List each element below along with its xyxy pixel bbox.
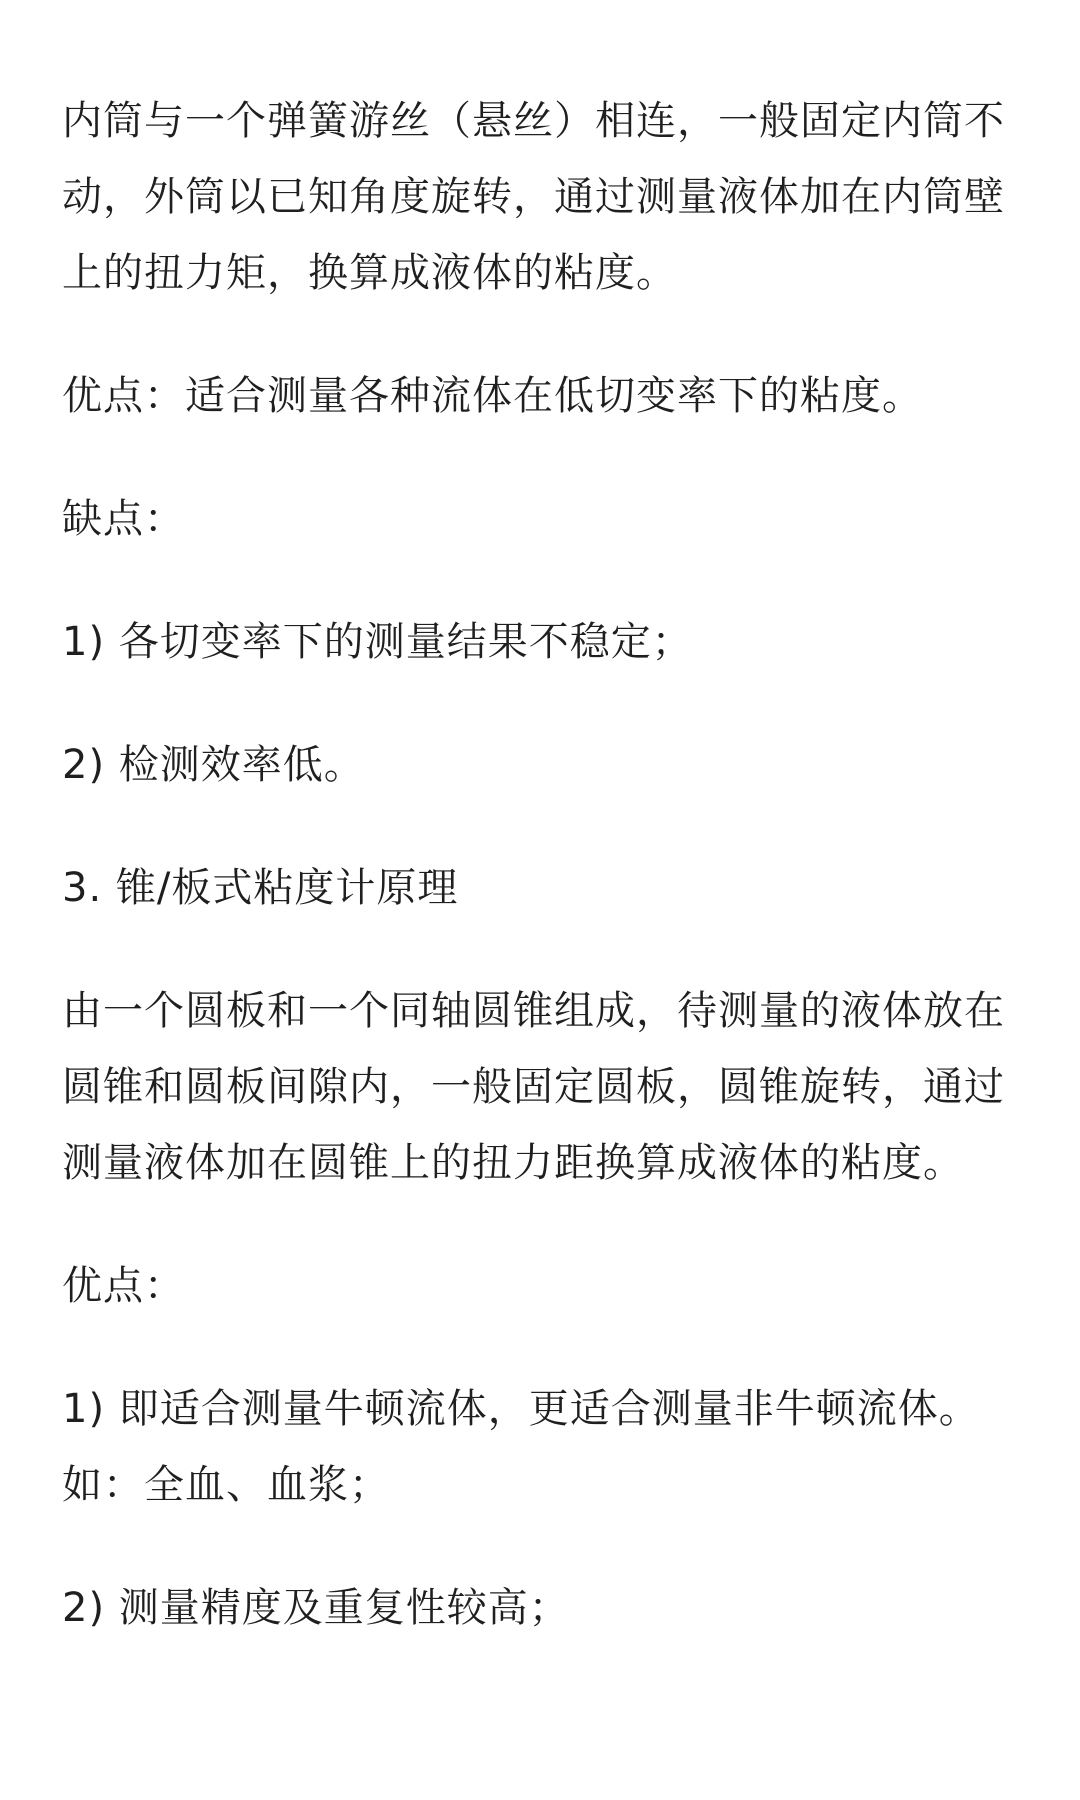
paragraph-advantages-heading: 优点： bbox=[62, 1263, 185, 1309]
paragraph-advantages-1: 优点：适合测量各种流体在低切变率下的粘度。 bbox=[62, 373, 923, 419]
paragraph-advantage-item-1: 1) 即适合测量牛顿流体，更适合测量非牛顿流体。如：全血、血浆； bbox=[62, 1386, 980, 1508]
article-body bbox=[62, 83, 1032, 1646]
paragraph-disadvantages-heading: 缺点： bbox=[62, 496, 185, 542]
paragraph-cone-plate-description: 由一个圆板和一个同轴圆锥组成，待测量的液体放在圆锥和圆板间隙内，一般固定圆板，圆锥旋转，通过测量液体加在圆锥上的扭力距换算成液体的粘度。 bbox=[62, 988, 1005, 1186]
paragraph-disadvantage-item-2: 2) 检测效率低。 bbox=[62, 742, 365, 788]
paragraph-advantage-item-2: 2) 测量精度及重复性较高； bbox=[62, 1585, 570, 1631]
section-heading-cone-plate: 3. 锥/板式粘度计原理 bbox=[62, 865, 459, 911]
paragraph-disadvantage-item-1: 1) 各切变率下的测量结果不稳定； bbox=[62, 619, 693, 665]
paragraph-inner-cylinder-description: 内筒与一个弹簧游丝（悬丝）相连，一般固定内筒不动，外筒以已知角度旋转，通过测量液体加在内筒壁上的扭力矩，换算成液体的粘度。 bbox=[62, 98, 1005, 296]
